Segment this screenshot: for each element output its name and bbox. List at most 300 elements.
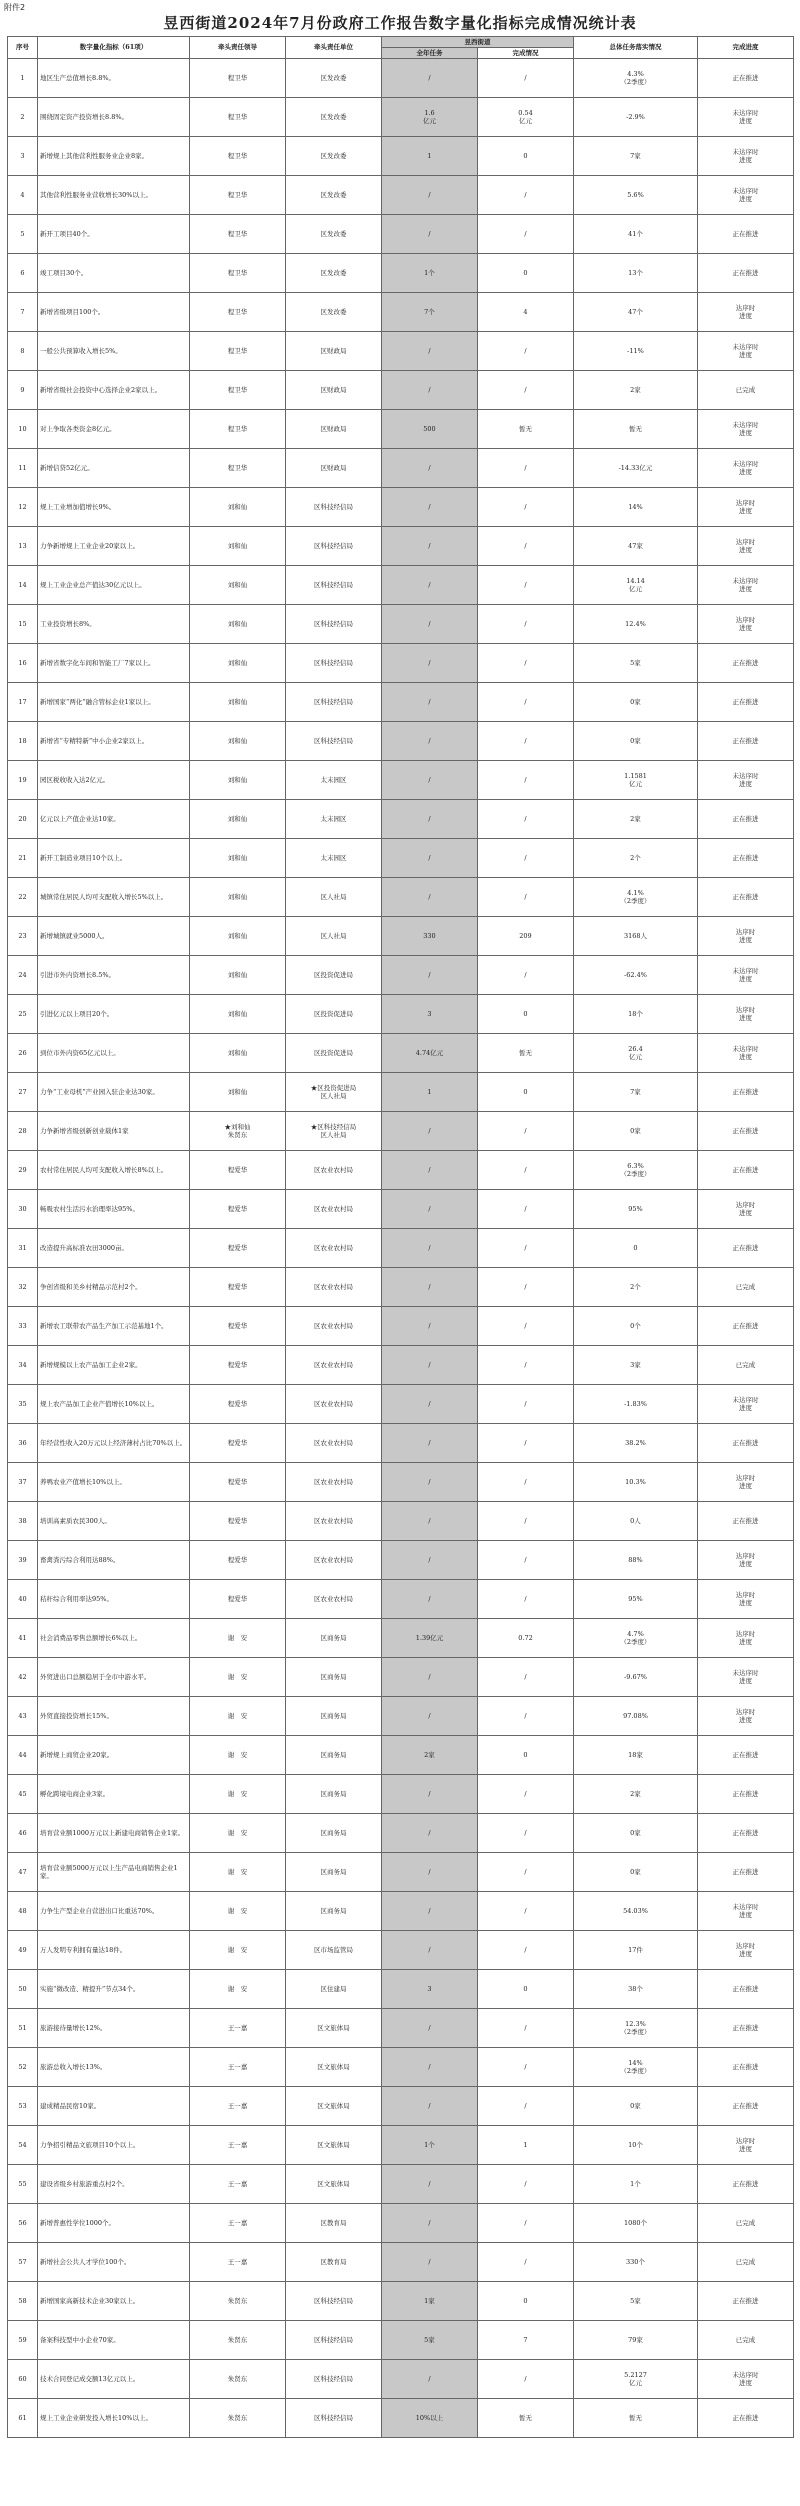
unit-cell: 区商务局 xyxy=(286,1775,382,1814)
unit-cell: 区文旅体局 xyxy=(286,2048,382,2087)
unit-cell: 区科技经信局 xyxy=(286,605,382,644)
completion-cell: 0 xyxy=(478,1736,574,1775)
leader-cell: 程卫华 xyxy=(190,449,286,488)
seq-cell: 9 xyxy=(8,371,38,410)
table-row xyxy=(8,917,794,956)
annual-task-cell: / xyxy=(382,1892,478,1931)
seq-cell: 26 xyxy=(8,1034,38,1073)
leader-cell: 刘和仙 xyxy=(190,488,286,527)
indicator-cell: 城镇常住居民人均可支配收入增长5%以上。 xyxy=(38,878,190,917)
annual-task-cell: / xyxy=(382,1697,478,1736)
county-status-cell: 4.3% （2季度） xyxy=(574,59,698,98)
table-row xyxy=(8,2204,794,2243)
unit-cell: 太末园区 xyxy=(286,800,382,839)
county-status-cell: 0家 xyxy=(574,2087,698,2126)
county-status-cell: 41个 xyxy=(574,215,698,254)
leader-cell: 刘和仙 xyxy=(190,722,286,761)
progress-cell: 已完成 xyxy=(698,2204,794,2243)
seq-cell: 49 xyxy=(8,1931,38,1970)
completion-cell: 209 xyxy=(478,917,574,956)
annual-task-cell: 1家 xyxy=(382,2282,478,2321)
annual-task-cell: 7个 xyxy=(382,293,478,332)
leader-cell: 刘和仙 xyxy=(190,956,286,995)
county-status-cell: 5家 xyxy=(574,644,698,683)
completion-cell: / xyxy=(478,527,574,566)
indicator-cell: 新开工项目40个。 xyxy=(38,215,190,254)
county-status-cell: 38.2% xyxy=(574,1424,698,1463)
table-row xyxy=(8,2321,794,2360)
unit-cell: 区商务局 xyxy=(286,1658,382,1697)
county-status-cell: 0家 xyxy=(574,1112,698,1151)
unit-cell: 区发改委 xyxy=(286,176,382,215)
indicator-cell: 新增国家高新技术企业30家以上。 xyxy=(38,2282,190,2321)
county-status-cell: 10个 xyxy=(574,2126,698,2165)
progress-cell: 正在推进 xyxy=(698,839,794,878)
leader-cell: 谢 安 xyxy=(190,1775,286,1814)
unit-cell: 区商务局 xyxy=(286,1619,382,1658)
indicator-cell: 规上工业企业研发投入增长10%以上。 xyxy=(38,2399,190,2438)
progress-cell: 正在推进 xyxy=(698,722,794,761)
annual-task-cell: / xyxy=(382,2048,478,2087)
indicator-cell: 新开工制造业项目10个以上。 xyxy=(38,839,190,878)
seq-cell: 56 xyxy=(8,2204,38,2243)
county-status-cell: -1.83% xyxy=(574,1385,698,1424)
header-annual-task: 全年任务 xyxy=(382,48,478,59)
unit-cell: 区发改委 xyxy=(286,254,382,293)
progress-cell: 未达序时 进度 xyxy=(698,1892,794,1931)
annual-task-cell: / xyxy=(382,1151,478,1190)
annual-task-cell: 5家 xyxy=(382,2321,478,2360)
indicator-cell: 竣工项目30个。 xyxy=(38,254,190,293)
progress-cell: 正在推进 xyxy=(698,2399,794,2438)
indicator-cell: 社会消费品零售总额增长6%以上。 xyxy=(38,1619,190,1658)
progress-cell: 正在推进 xyxy=(698,1736,794,1775)
county-status-cell: 18家 xyxy=(574,1736,698,1775)
annual-task-cell: / xyxy=(382,1775,478,1814)
completion-cell: 0 xyxy=(478,1073,574,1112)
progress-cell: 未达序时 进度 xyxy=(698,956,794,995)
county-status-cell: 3168人 xyxy=(574,917,698,956)
indicator-cell: 新增省数字化车间和智能工厂7家以上。 xyxy=(38,644,190,683)
seq-cell: 33 xyxy=(8,1307,38,1346)
annual-task-cell: 1个 xyxy=(382,2126,478,2165)
annual-task-cell: / xyxy=(382,2243,478,2282)
progress-cell: 未达序时 进度 xyxy=(698,1385,794,1424)
table-row xyxy=(8,1580,794,1619)
table-row xyxy=(8,1970,794,2009)
leader-cell: 王一嘉 xyxy=(190,2126,286,2165)
indicator-cell: 农村常住居民人均可支配收入增长8%以上。 xyxy=(38,1151,190,1190)
completion-cell: / xyxy=(478,449,574,488)
indicator-cell: 力争招引精品文旅项目10个以上。 xyxy=(38,2126,190,2165)
leader-cell: 刘和仙 xyxy=(190,605,286,644)
county-status-cell: 26.4 亿元 xyxy=(574,1034,698,1073)
annual-task-cell: / xyxy=(382,176,478,215)
progress-cell: 未达序时 进度 xyxy=(698,566,794,605)
annual-task-cell: / xyxy=(382,761,478,800)
indicator-cell: 到位市外内资65亿元以上。 xyxy=(38,1034,190,1073)
indicator-cell: 新增省级项目100个。 xyxy=(38,293,190,332)
annual-task-cell: 500 xyxy=(382,410,478,449)
indicator-cell: 争创省级和美乡村精品示范村2个。 xyxy=(38,1268,190,1307)
table-row xyxy=(8,1385,794,1424)
indicator-cell: 引进亿元以上项目20个。 xyxy=(38,995,190,1034)
seq-cell: 32 xyxy=(8,1268,38,1307)
indicator-cell: 旅游接待量增长12%。 xyxy=(38,2009,190,2048)
progress-cell: 达序时 进度 xyxy=(698,1463,794,1502)
unit-cell: 区农业农村局 xyxy=(286,1385,382,1424)
table-row xyxy=(8,800,794,839)
completion-cell: / xyxy=(478,176,574,215)
seq-cell: 34 xyxy=(8,1346,38,1385)
completion-cell: 1 xyxy=(478,2126,574,2165)
unit-cell: 区发改委 xyxy=(286,59,382,98)
table-row xyxy=(8,1463,794,1502)
table-row xyxy=(8,722,794,761)
annual-task-cell: / xyxy=(382,566,478,605)
completion-cell: 暂无 xyxy=(478,2399,574,2438)
completion-cell: 0 xyxy=(478,1970,574,2009)
seq-cell: 7 xyxy=(8,293,38,332)
unit-cell: 区商务局 xyxy=(286,1697,382,1736)
unit-cell: 区农业农村局 xyxy=(286,1268,382,1307)
seq-cell: 29 xyxy=(8,1151,38,1190)
progress-cell: 正在推进 xyxy=(698,2165,794,2204)
attachment-label: 附件2 xyxy=(4,3,26,12)
completion-cell: / xyxy=(478,1931,574,1970)
completion-cell: / xyxy=(478,1190,574,1229)
annual-task-cell: / xyxy=(382,1658,478,1697)
progress-cell: 正在推进 xyxy=(698,1151,794,1190)
leader-cell: 谢 安 xyxy=(190,1814,286,1853)
unit-cell: 区科技经信局 xyxy=(286,527,382,566)
leader-cell: 王一嘉 xyxy=(190,2204,286,2243)
county-status-cell: 79家 xyxy=(574,2321,698,2360)
progress-cell: 正在推进 xyxy=(698,644,794,683)
table-row xyxy=(8,2165,794,2204)
progress-cell: 正在推进 xyxy=(698,254,794,293)
progress-cell: 已完成 xyxy=(698,1268,794,1307)
leader-cell: 谢 安 xyxy=(190,1892,286,1931)
indicator-cell: 培育营业额1000万元以上新建电商销售企业1家。 xyxy=(38,1814,190,1853)
leader-cell: 程卫华 xyxy=(190,215,286,254)
indicator-cell: 畜禽粪污综合利用达88%。 xyxy=(38,1541,190,1580)
leader-cell: 程爱华 xyxy=(190,1229,286,1268)
county-status-cell: 7家 xyxy=(574,1073,698,1112)
seq-cell: 28 xyxy=(8,1112,38,1151)
seq-cell: 4 xyxy=(8,176,38,215)
table-row xyxy=(8,176,794,215)
completion-cell: / xyxy=(478,722,574,761)
seq-cell: 61 xyxy=(8,2399,38,2438)
seq-cell: 35 xyxy=(8,1385,38,1424)
leader-cell: 程爱华 xyxy=(190,1307,286,1346)
progress-cell: 正在推进 xyxy=(698,1073,794,1112)
table-row xyxy=(8,2048,794,2087)
table-row xyxy=(8,410,794,449)
progress-cell: 未达序时 进度 xyxy=(698,1658,794,1697)
leader-cell: 朱贤东 xyxy=(190,2360,286,2399)
indicator-cell: 新增信贷52亿元。 xyxy=(38,449,190,488)
county-status-cell: -14.33亿元 xyxy=(574,449,698,488)
county-status-cell: 6.3% （2季度） xyxy=(574,1151,698,1190)
county-status-cell: 1.1581 亿元 xyxy=(574,761,698,800)
completion-cell: / xyxy=(478,2243,574,2282)
unit-cell: 区农业农村局 xyxy=(286,1463,382,1502)
leader-cell: 程爱华 xyxy=(190,1268,286,1307)
county-status-cell: 95% xyxy=(574,1190,698,1229)
leader-cell: 谢 安 xyxy=(190,1970,286,2009)
progress-cell: 未达序时 进度 xyxy=(698,1034,794,1073)
table-row xyxy=(8,371,794,410)
table-row xyxy=(8,2282,794,2321)
table-body xyxy=(8,59,794,2438)
annual-task-cell: / xyxy=(382,2360,478,2399)
annual-task-cell: 1.39亿元 xyxy=(382,1619,478,1658)
table-row xyxy=(8,1814,794,1853)
table-row xyxy=(8,683,794,722)
unit-cell: ★区科技经信局 区人社局 xyxy=(286,1112,382,1151)
annual-task-cell: / xyxy=(382,839,478,878)
county-status-cell: 2个 xyxy=(574,1268,698,1307)
seq-cell: 46 xyxy=(8,1814,38,1853)
leader-cell: 程爱华 xyxy=(190,1502,286,1541)
seq-cell: 43 xyxy=(8,1697,38,1736)
county-status-cell: 3家 xyxy=(574,1346,698,1385)
leader-cell: 刘和仙 xyxy=(190,566,286,605)
indicator-cell: 孵化跨境电商企业3家。 xyxy=(38,1775,190,1814)
unit-cell: 区住建局 xyxy=(286,1970,382,2009)
seq-cell: 42 xyxy=(8,1658,38,1697)
table-row xyxy=(8,215,794,254)
table-row xyxy=(8,98,794,137)
progress-cell: 正在推进 xyxy=(698,1424,794,1463)
indicator-cell: 新增规上商贸企业20家。 xyxy=(38,1736,190,1775)
completion-cell: / xyxy=(478,1151,574,1190)
table-row xyxy=(8,839,794,878)
leader-cell: 程卫华 xyxy=(190,410,286,449)
unit-cell: 区文旅体局 xyxy=(286,2126,382,2165)
annual-task-cell: / xyxy=(382,683,478,722)
annual-task-cell: / xyxy=(382,1346,478,1385)
completion-cell: / xyxy=(478,839,574,878)
table-row xyxy=(8,1697,794,1736)
progress-cell: 正在推进 xyxy=(698,2048,794,2087)
indicator-cell: 一般公共预算收入增长5%。 xyxy=(38,332,190,371)
unit-cell: 区财政局 xyxy=(286,332,382,371)
header-street-group: 昱西街道 xyxy=(382,37,574,48)
table-row xyxy=(8,1736,794,1775)
leader-cell: 王一嘉 xyxy=(190,2009,286,2048)
progress-cell: 未达序时 进度 xyxy=(698,449,794,488)
table-row xyxy=(8,1034,794,1073)
leader-cell: 刘和仙 xyxy=(190,1073,286,1112)
completion-cell: / xyxy=(478,488,574,527)
unit-cell: 区文旅体局 xyxy=(286,2165,382,2204)
leader-cell: 谢 安 xyxy=(190,1853,286,1892)
seq-cell: 2 xyxy=(8,98,38,137)
table-row xyxy=(8,1073,794,1112)
progress-cell: 正在推进 xyxy=(698,1775,794,1814)
unit-cell: 区市场监管局 xyxy=(286,1931,382,1970)
unit-cell: 区发改委 xyxy=(286,98,382,137)
progress-cell: 已完成 xyxy=(698,1346,794,1385)
progress-cell: 达序时 进度 xyxy=(698,527,794,566)
table-row xyxy=(8,2243,794,2282)
county-status-cell: 12.3% （2季度） xyxy=(574,2009,698,2048)
completion-cell: / xyxy=(478,1112,574,1151)
completion-cell: / xyxy=(478,878,574,917)
progress-cell: 正在推进 xyxy=(698,1229,794,1268)
progress-cell: 正在推进 xyxy=(698,59,794,98)
progress-cell: 正在推进 xyxy=(698,1307,794,1346)
unit-cell: 区投资促进局 xyxy=(286,1034,382,1073)
seq-cell: 40 xyxy=(8,1580,38,1619)
table-row xyxy=(8,1775,794,1814)
indicator-cell: 力争“工业母机”产业园入驻企业达30家。 xyxy=(38,1073,190,1112)
progress-cell: 已完成 xyxy=(698,2243,794,2282)
completion-cell: / xyxy=(478,1697,574,1736)
indicator-cell: 新增规上其他营利性服务业企业8家。 xyxy=(38,137,190,176)
county-status-cell: 17件 xyxy=(574,1931,698,1970)
progress-cell: 已完成 xyxy=(698,2321,794,2360)
county-status-cell: 2家 xyxy=(574,1775,698,1814)
completion-cell: 0 xyxy=(478,2282,574,2321)
county-status-cell: 0 xyxy=(574,1229,698,1268)
annual-task-cell: / xyxy=(382,527,478,566)
county-status-cell: 38个 xyxy=(574,1970,698,2009)
leader-cell: 刘和仙 xyxy=(190,527,286,566)
leader-cell: 刘和仙 xyxy=(190,1034,286,1073)
annual-task-cell: / xyxy=(382,1580,478,1619)
unit-cell: 区农业农村局 xyxy=(286,1580,382,1619)
seq-cell: 22 xyxy=(8,878,38,917)
unit-cell: 区科技经信局 xyxy=(286,488,382,527)
annual-task-cell: / xyxy=(382,1268,478,1307)
seq-cell: 41 xyxy=(8,1619,38,1658)
seq-cell: 13 xyxy=(8,527,38,566)
indicator-cell: 力争新增规上工业企业20家以上。 xyxy=(38,527,190,566)
indicator-cell: 培育营业额5000万元以上生产品电商销售企业1家。 xyxy=(38,1853,190,1892)
table-row xyxy=(8,1190,794,1229)
seq-cell: 17 xyxy=(8,683,38,722)
table-row xyxy=(8,332,794,371)
leader-cell: 程爱华 xyxy=(190,1190,286,1229)
seq-cell: 15 xyxy=(8,605,38,644)
progress-cell: 未达序时 进度 xyxy=(698,410,794,449)
annual-task-cell: / xyxy=(382,1853,478,1892)
completion-cell: 0 xyxy=(478,137,574,176)
header-progress: 完成进度 xyxy=(698,37,794,59)
county-status-cell: 0家 xyxy=(574,1814,698,1853)
completion-cell: / xyxy=(478,1814,574,1853)
completion-cell: / xyxy=(478,800,574,839)
county-status-cell: 0家 xyxy=(574,683,698,722)
county-status-cell: 10.3% xyxy=(574,1463,698,1502)
progress-cell: 达序时 进度 xyxy=(698,1931,794,1970)
unit-cell: 区商务局 xyxy=(286,1853,382,1892)
seq-cell: 30 xyxy=(8,1190,38,1229)
seq-cell: 6 xyxy=(8,254,38,293)
leader-cell: 程爱华 xyxy=(190,1151,286,1190)
completion-cell: / xyxy=(478,332,574,371)
county-status-cell: 12.4% xyxy=(574,605,698,644)
unit-cell: 区科技经信局 xyxy=(286,644,382,683)
table-row xyxy=(8,1112,794,1151)
seq-cell: 45 xyxy=(8,1775,38,1814)
table-row xyxy=(8,488,794,527)
county-status-cell: 2家 xyxy=(574,371,698,410)
leader-cell: 谢 安 xyxy=(190,1697,286,1736)
county-status-cell: 18个 xyxy=(574,995,698,1034)
leader-cell: 程卫华 xyxy=(190,137,286,176)
seq-cell: 52 xyxy=(8,2048,38,2087)
annual-task-cell: / xyxy=(382,1502,478,1541)
seq-cell: 19 xyxy=(8,761,38,800)
seq-cell: 50 xyxy=(8,1970,38,2009)
seq-cell: 39 xyxy=(8,1541,38,1580)
table-row xyxy=(8,2126,794,2165)
progress-cell: 正在推进 xyxy=(698,800,794,839)
progress-cell: 达序时 进度 xyxy=(698,293,794,332)
leader-cell: 谢 安 xyxy=(190,1931,286,1970)
table-row xyxy=(8,1346,794,1385)
annual-task-cell: / xyxy=(382,1229,478,1268)
unit-cell: 区科技经信局 xyxy=(286,2399,382,2438)
completion-cell: / xyxy=(478,2087,574,2126)
progress-cell: 达序时 进度 xyxy=(698,995,794,1034)
unit-cell: 区科技经信局 xyxy=(286,2321,382,2360)
indicator-cell: 技术合同登记成交额13亿元以上。 xyxy=(38,2360,190,2399)
unit-cell: 区科技经信局 xyxy=(286,683,382,722)
header-county-status: 总体任务落实情况 xyxy=(574,37,698,59)
indicator-cell: 养鸭农业产值增长10%以上。 xyxy=(38,1463,190,1502)
completion-cell: / xyxy=(478,1307,574,1346)
leader-cell: 朱贤东 xyxy=(190,2321,286,2360)
completion-cell: / xyxy=(478,2165,574,2204)
completion-cell: 暂无 xyxy=(478,410,574,449)
leader-cell: 朱贤东 xyxy=(190,2399,286,2438)
progress-cell: 正在推进 xyxy=(698,2282,794,2321)
annual-task-cell: / xyxy=(382,2204,478,2243)
annual-task-cell: / xyxy=(382,59,478,98)
seq-cell: 27 xyxy=(8,1073,38,1112)
indicator-cell: 培训高素质农民300人。 xyxy=(38,1502,190,1541)
county-status-cell: 330个 xyxy=(574,2243,698,2282)
progress-cell: 已完成 xyxy=(698,371,794,410)
completion-cell: 7 xyxy=(478,2321,574,2360)
annual-task-cell: / xyxy=(382,449,478,488)
indicator-cell: 实施“微改造、精提升”节点34个。 xyxy=(38,1970,190,2009)
indicator-cell: 力争新增省级创新创业载体1家 xyxy=(38,1112,190,1151)
completion-cell: / xyxy=(478,2360,574,2399)
indicator-cell: 建成精品民宿10家。 xyxy=(38,2087,190,2126)
progress-cell: 未达序时 进度 xyxy=(698,332,794,371)
county-status-cell: 14% （2季度） xyxy=(574,2048,698,2087)
indicator-cell: 地区生产总值增长8.8%。 xyxy=(38,59,190,98)
seq-cell: 53 xyxy=(8,2087,38,2126)
table-row xyxy=(8,1619,794,1658)
progress-cell: 达序时 进度 xyxy=(698,605,794,644)
table-row xyxy=(8,605,794,644)
completion-cell: / xyxy=(478,371,574,410)
unit-cell: 区科技经信局 xyxy=(286,722,382,761)
county-status-cell: 4.1% （2季度） xyxy=(574,878,698,917)
unit-cell: 区财政局 xyxy=(286,410,382,449)
progress-cell: 正在推进 xyxy=(698,2009,794,2048)
county-status-cell: 5.6% xyxy=(574,176,698,215)
seq-cell: 12 xyxy=(8,488,38,527)
